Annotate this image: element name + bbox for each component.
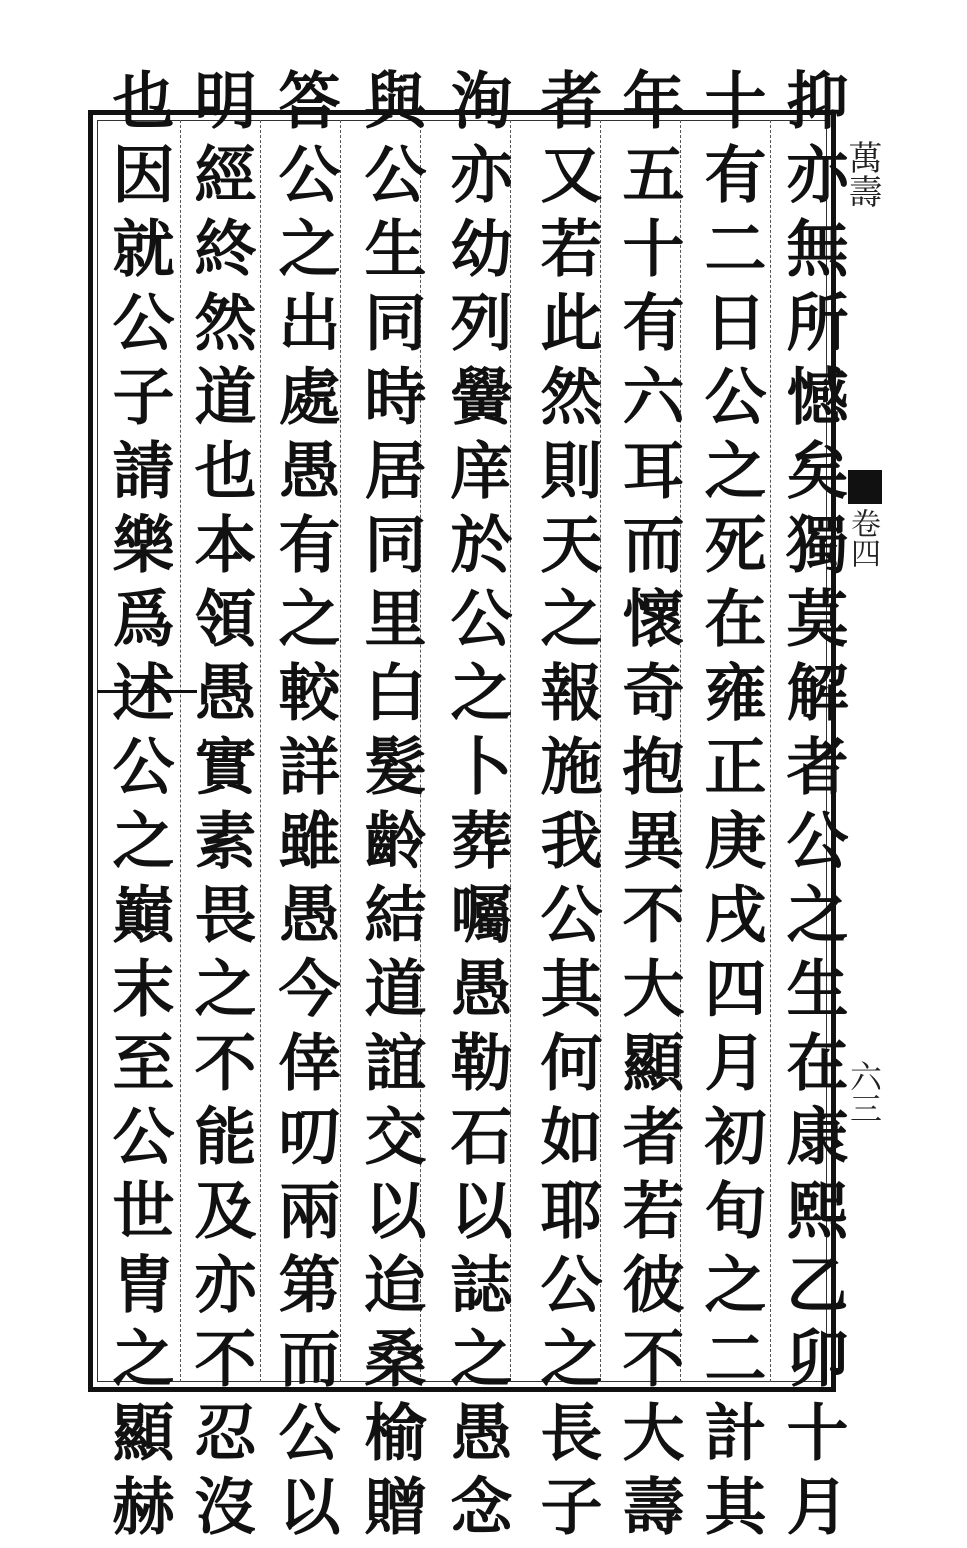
fish-tail-mark [848,470,882,504]
column-rule [770,120,771,1382]
column-rule [260,120,261,1382]
text-column-1: 抑亦無所憾矣獨莫解者公之生在康熙乙卯十月 [776,68,849,1548]
text-column-3: 年五十有六耳而懷奇抱異不大顯者若彼不大壽 [612,68,685,1548]
text-column-9: 也因就公子請樂爲述公之巔末至公世胄之顯赫 [102,68,175,1548]
text-column-5: 洵亦幼列黌庠於公之卜葬囑愚勒石以誌之愚念 [440,68,513,1548]
fold-volume: 卷四 [845,508,880,568]
fold-title: 萬壽 [842,140,882,208]
text-column-4: 者又若此然則天之報施我公其何如耶公之長子 [530,68,603,1548]
text-column-8: 明經終然道也本領愚實素畏之不能及亦不忍沒 [184,68,257,1548]
text-column-2: 十有二日公之死在雍正庚戌四月初旬之二計其 [694,68,767,1548]
text-column-6: 與公生同時居同里白髮齡結道誼交以迨桑榆贈 [354,68,427,1548]
page-number: 六三 [845,1060,883,1124]
text-column-7: 答公之出處愚有之較詳雖愚今倖叨兩第而公以 [268,68,341,1548]
